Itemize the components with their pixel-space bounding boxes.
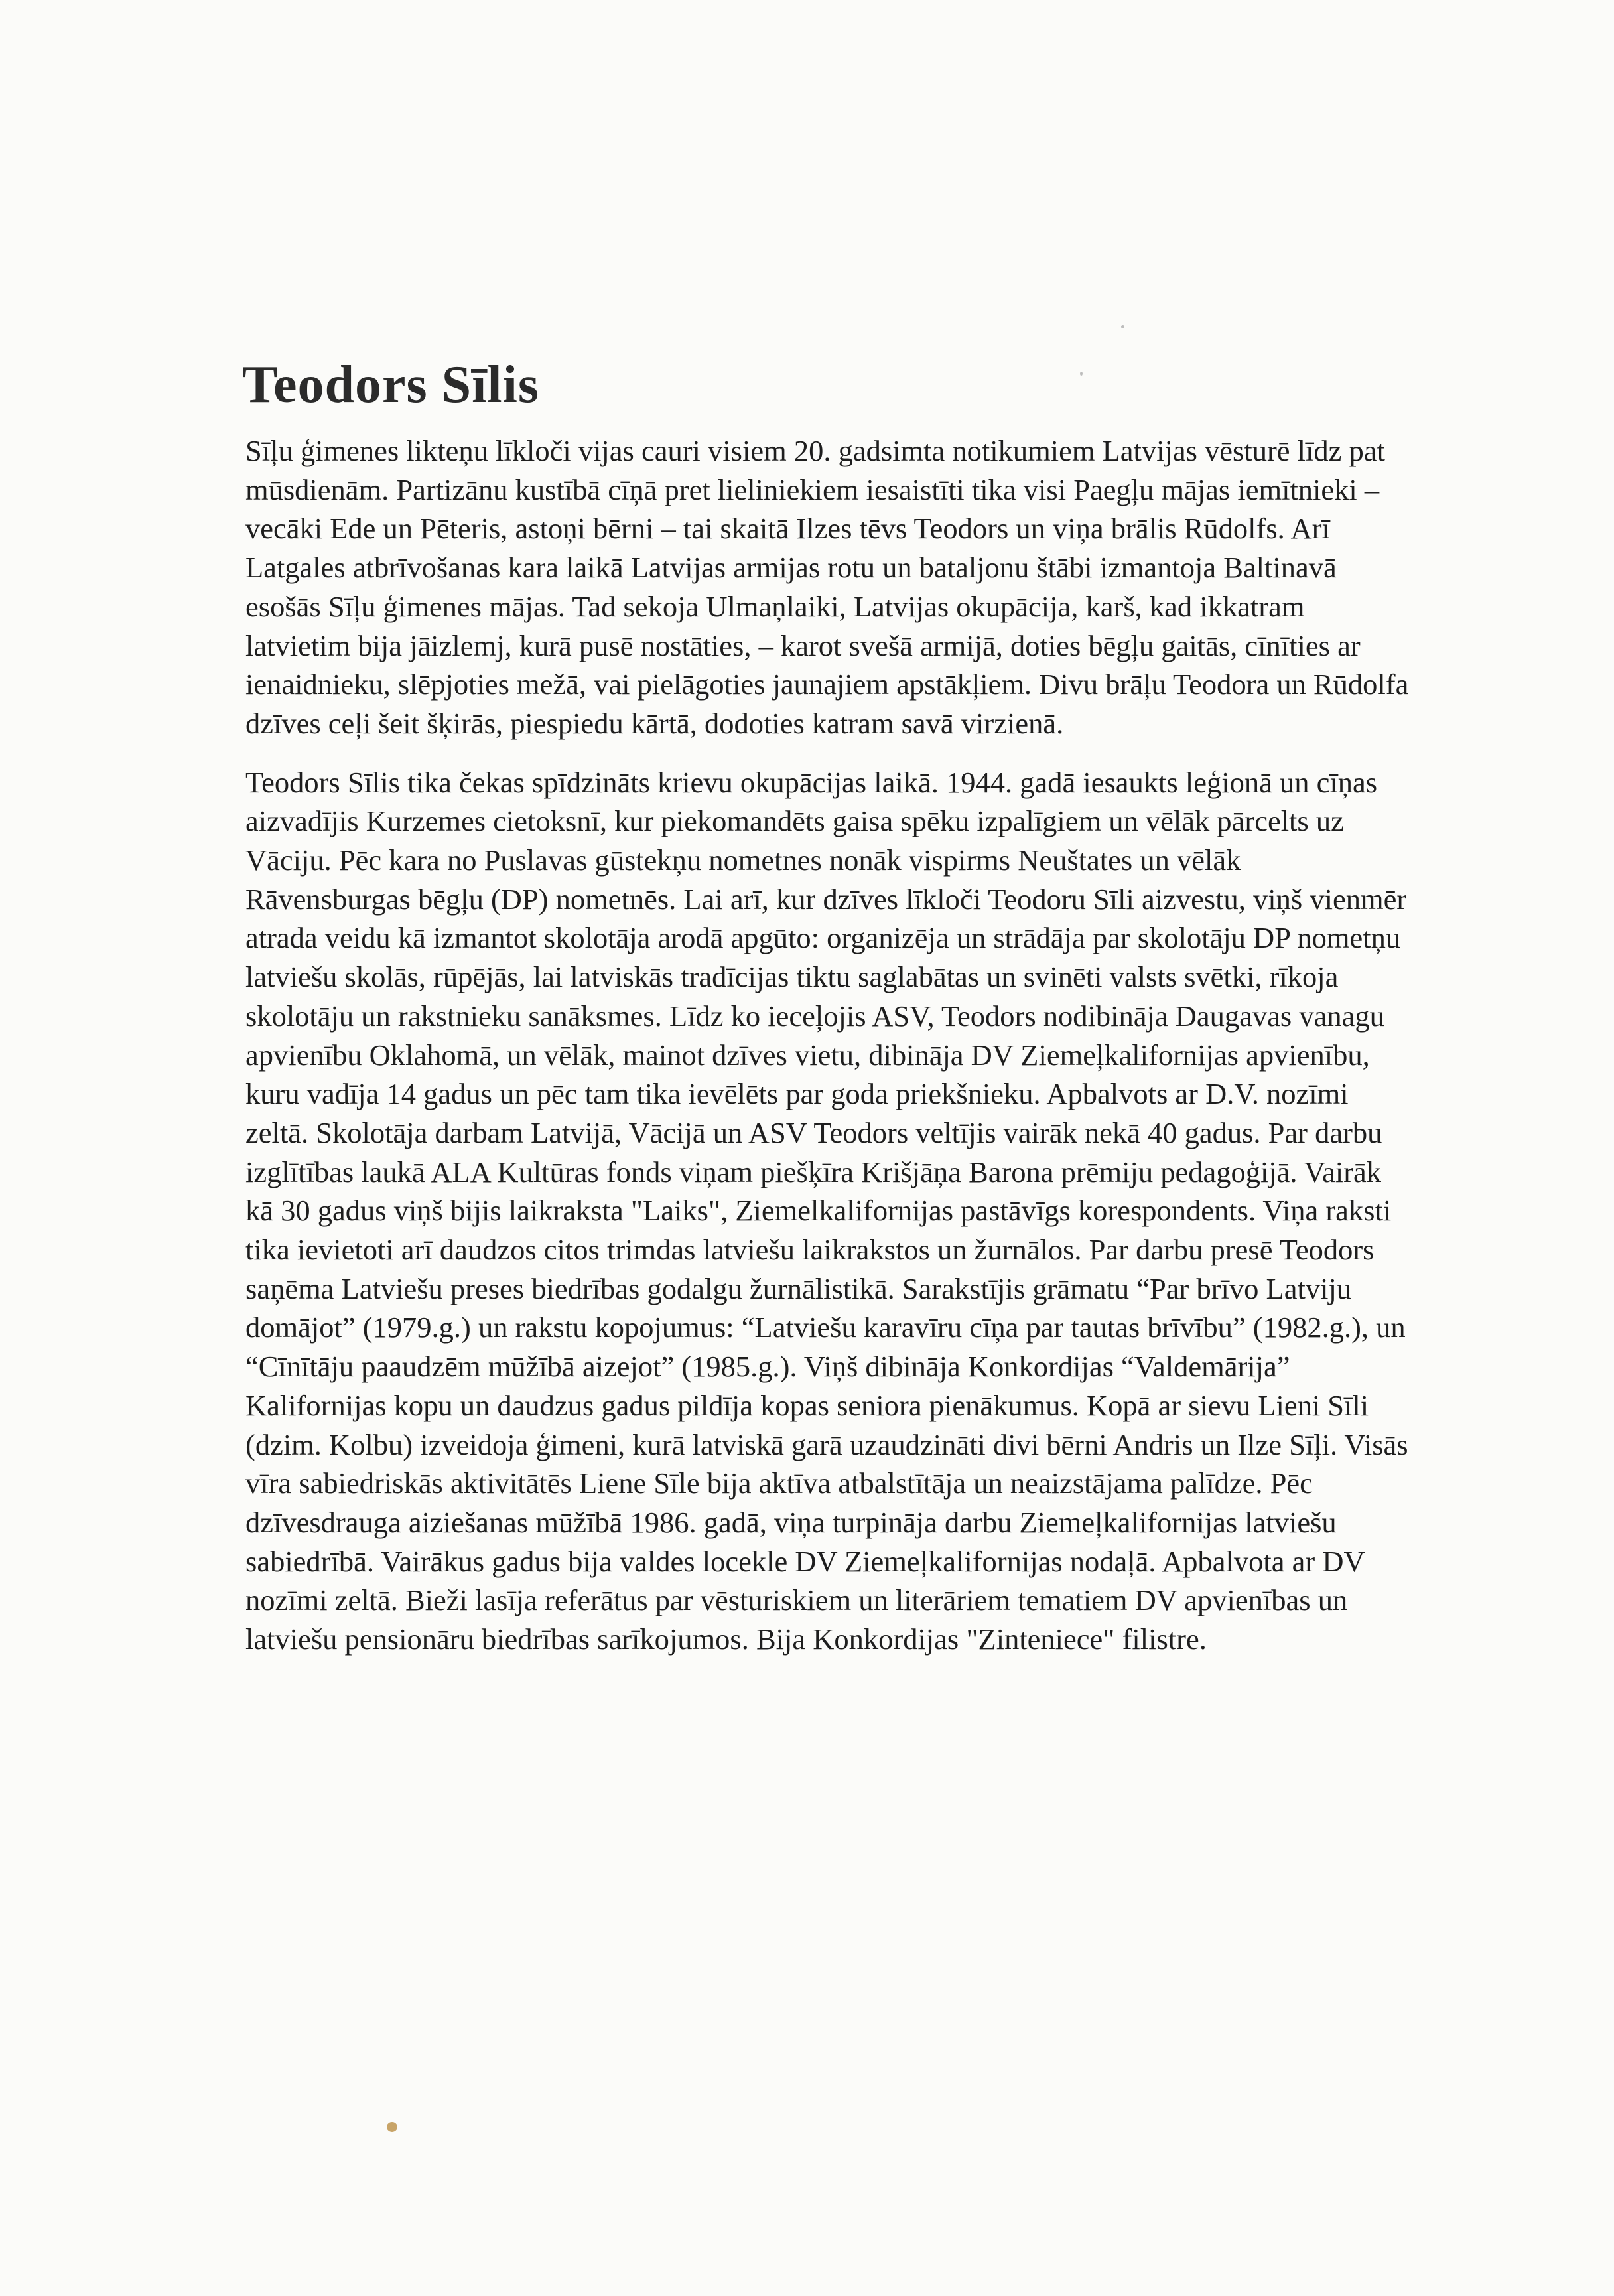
scan-speck xyxy=(387,2122,397,2132)
paragraph-biography: Teodors Sīlis tika čekas spīdzināts krievu okupācijas laikā. 1944. gadā iesaukts leģionā un cīņas aizvadījis Kurzemes cietoksnī, kur piekomandēts gaisa spēku izpalīgiem un vēlāk pārcelts uz Vāciju. Pēc kara no Puslavas gūstekņu nometnes nonāk vispirms Neuštates un vēlāk Rāvensburgas bēgļu (DP) nometnēs. Lai arī, kur dzīves līkloči Teodoru Sīli aizvestu, viņš vienmēr atrada veidu kā izmantot skolotāja arodā apgūto: organizēja un strādāja par skolotāju DP nometņu latviešu skolās, rūpējās, lai latviskās tradīcijas tiktu saglabātas un svinēti valsts svētki, rīkoja skolotāju un rakstnieku sanāksmes. Līdz ko ieceļojis ASV, Teodors nodibināja Daugavas vanagu apvienību Oklahomā, un vēlāk, mainot dzīves vietu, dibināja DV Ziemeļkalifornijas apvienību, kuru vadīja 14 gadus un pēc tam tika ievēlēts par goda priekšnieku. Apbalvots ar D.V. nozīmi zeltā. Skolotāja darbam Latvijā, Vācijā un ASV Teodors veltījis vairāk nekā 40 gadus. Par darbu izglītības laukā ALA Kultūras fonds viņam piešķīra Krišjāņa Barona prēmiju pedagoģijā. Vairāk kā 30 gadus viņš bijis laikraksta "Laiks", Ziemelkalifornijas pastāvīgs korespondents. Viņa raksti tika ievietoti arī daudzos citos trimdas latviešu laikrakstos un žurnālos. Par darbu presē Teodors saņēma Latviešu preses biedrības godalgu žurnālistikā. Sarakstījis grāmatu “Par brīvo Latviju domājot” (1979.g.) un rakstu kopojumus: “Latviešu karavīru cīņa par tautas brīvību” (1982.g.), un “Cīnītāju paaudzēm mūžībā aizejot” (1985.g.). Viņš dibināja Konkordijas “Valdemārija” Kalifornijas kopu un daudzus gadus pildīja kopas seniora pienākumus. Kopā ar sievu Lieni Sīli (dzim. Kolbu) izveidoja ģimeni, kurā latviskā garā uzaudzināti divi bērni Andris un Ilze Sīļi. Visās vīra sabiedriskās aktivitātēs Liene Sīle bija aktīva atbalstītāja un neaizstājama palīdze. Pēc dzīvesdrauga aiziešanas mūžībā 1986. gadā, viņa turpināja darbu Ziemeļkalifornijas latviešu sabiedrībā. Vairākus gadus bija valdes locekle DV Ziemeļkalifornijas nodaļā. Apbalvota ar DV nozīmi zeltā. Bieži lasīja referātus par vēsturiskiem un literāriem tematiem DV apvienības un latviešu pensionāru biedrības sarīkojumos. Bija Konkordijas "Zinteniece" filistre. xyxy=(245,765,1408,1656)
paragraph-family-history: Sīļu ģimenes likteņu līkloči vijas cauri visiem 20. gadsimta notikumiem Latvijas vēsturē līdz pat mūsdienām. Partizānu kustībā cīņā pret lieliniekiem iesaistīti tika visi Paegļu mājas iemītnieki – vecāki Ede un Pēteris, astoņi bērni – tai skaitā Ilzes tēvs Teodors un viņa brālis Rūdolfs. Arī Latgales atbrīvošanas kara laikā Latvijas armijas rotu un bataljonu štābi izmantoja Baltinavā esošās Sīļu ģimenes mājas. Tad sekoja Ulmaņlaiki, Latvijas okupācija, karš, kad ikkatram latvietim bija jāizlemj, kurā pusē nostāties, – karot svešā armijā, doties bēgļu gaitās, cīnīties ar ienaidnieku, slēpjoties mežā, vai pielāgoties jaunajiem apstākļiem. Divu brāļu Teodora un Rūdolfa dzīves ceļi šeit šķirās, piespiedu kārtā, dodoties katram savā virzienā. xyxy=(245,434,1409,740)
article-body xyxy=(245,431,1413,1659)
scan-speck xyxy=(1121,325,1124,328)
scan-speck xyxy=(1080,372,1083,376)
page-title: Teodors Sīlis xyxy=(242,356,539,414)
